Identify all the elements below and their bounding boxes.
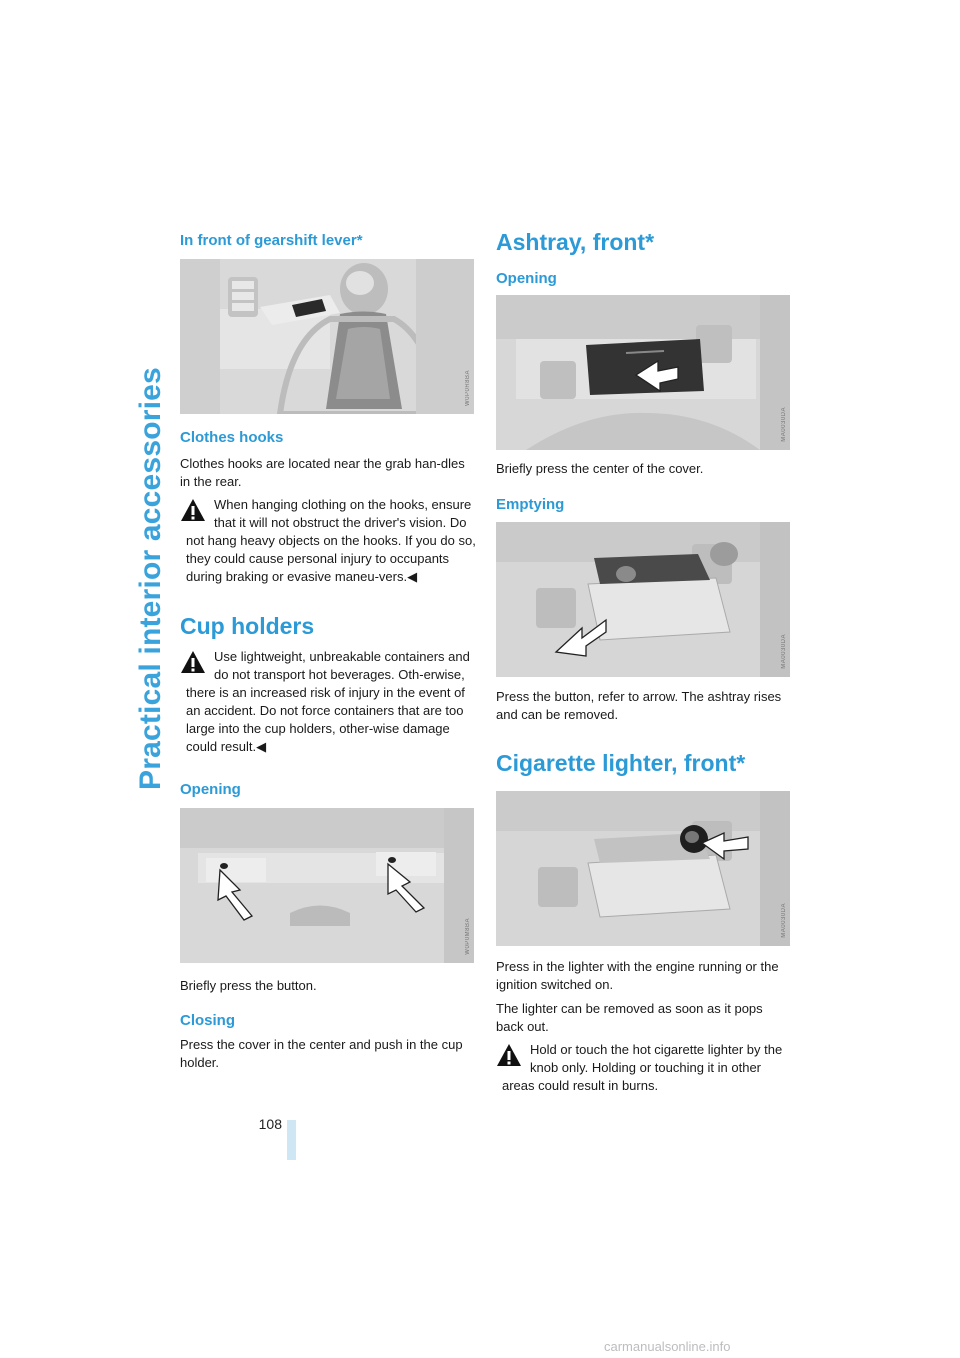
left-column: [180, 231, 476, 1072]
gearshift-illustration: [180, 259, 474, 414]
emptying-text: Press the button, refer to arrow. The ashtray rises and can be removed.: [496, 689, 782, 722]
lighter-figure: [496, 791, 790, 946]
emptying-figure: [496, 522, 790, 677]
emptying-illustration: [496, 522, 790, 677]
cup-opening-figure-code: W0P0M8BA: [465, 918, 471, 955]
lighter-warning: [496, 1041, 792, 1095]
ashtray-heading: Ashtray, front*: [496, 229, 655, 255]
warning-icon: [496, 1043, 522, 1067]
clothes-text: Clothes hooks are located near the grab han-dles in the rear.: [180, 456, 465, 489]
gearshift-heading: In front of gearshift lever*: [180, 232, 363, 249]
cup-opening-text: Briefly press the button.: [180, 978, 317, 993]
clothes-heading: Clothes hooks: [180, 429, 284, 446]
page-number-bar: [287, 1120, 296, 1160]
clothes-warning: [180, 496, 476, 586]
closing-text: Press the cover in the center and push in the cup holder.: [180, 1037, 463, 1070]
side-title-text: Practical interior accessories: [134, 367, 167, 790]
cup-warning: [180, 648, 476, 756]
warning-icon: [180, 650, 206, 674]
watermark: carmanualsonline.info: [604, 1339, 731, 1354]
ashtray-opening-figure: [496, 295, 790, 450]
cup-opening-illustration: [180, 808, 474, 963]
ashtray-opening-illustration: [496, 295, 790, 450]
lighter-figure-code: MA0030DA: [781, 903, 787, 938]
side-title: [128, 30, 168, 790]
cup-holders-heading: Cup holders: [180, 613, 315, 639]
ashtray-opening-text: Briefly press the center of the cover.: [496, 461, 704, 476]
lighter-text-1: Press in the lighter with the engine running or the ignition switched on.: [496, 959, 779, 992]
cup-opening-heading: Opening: [180, 781, 241, 798]
lighter-heading: Cigarette lighter, front*: [496, 750, 746, 776]
lighter-text-2: The lighter can be removed as soon as it pops back out.: [496, 1001, 763, 1034]
warning-icon: [180, 498, 206, 522]
gearshift-figure: [180, 259, 474, 414]
lighter-warning-text: Hold or touch the hot cigarette lighter by the knob only. Holding or touching it in other areas could result in burns.: [502, 1042, 783, 1093]
cup-opening-figure: [180, 808, 474, 963]
emptying-figure-code: MA0030DA: [781, 634, 787, 669]
gearshift-figure-code: W0P0R8BA: [465, 369, 471, 406]
ashtray-opening-figure-code: MA0030DA: [781, 407, 787, 442]
cup-warning-text: Use lightweight, unbreakable containers and do not transport hot beverages. Oth-erwise, there is an increased risk of injury in the event of an accident. Do not force containers that are too large into the cup holders, other-wise damage could result.◀: [186, 649, 470, 754]
closing-heading: Closing: [180, 1012, 235, 1029]
ashtray-opening-heading: Opening: [496, 270, 557, 287]
clothes-warning-text: When hanging clothing on the hooks, ensure that it will not obstruct the driver's vision. Do not hang heavy objects on the hooks. If you do so, they could cause personal injury to occupants during braking or evasive maneu-vers.◀: [186, 497, 476, 584]
emptying-heading: Emptying: [496, 496, 565, 513]
right-column: [496, 228, 792, 1095]
page-number: 108: [258, 1116, 282, 1132]
lighter-illustration: [496, 791, 790, 946]
